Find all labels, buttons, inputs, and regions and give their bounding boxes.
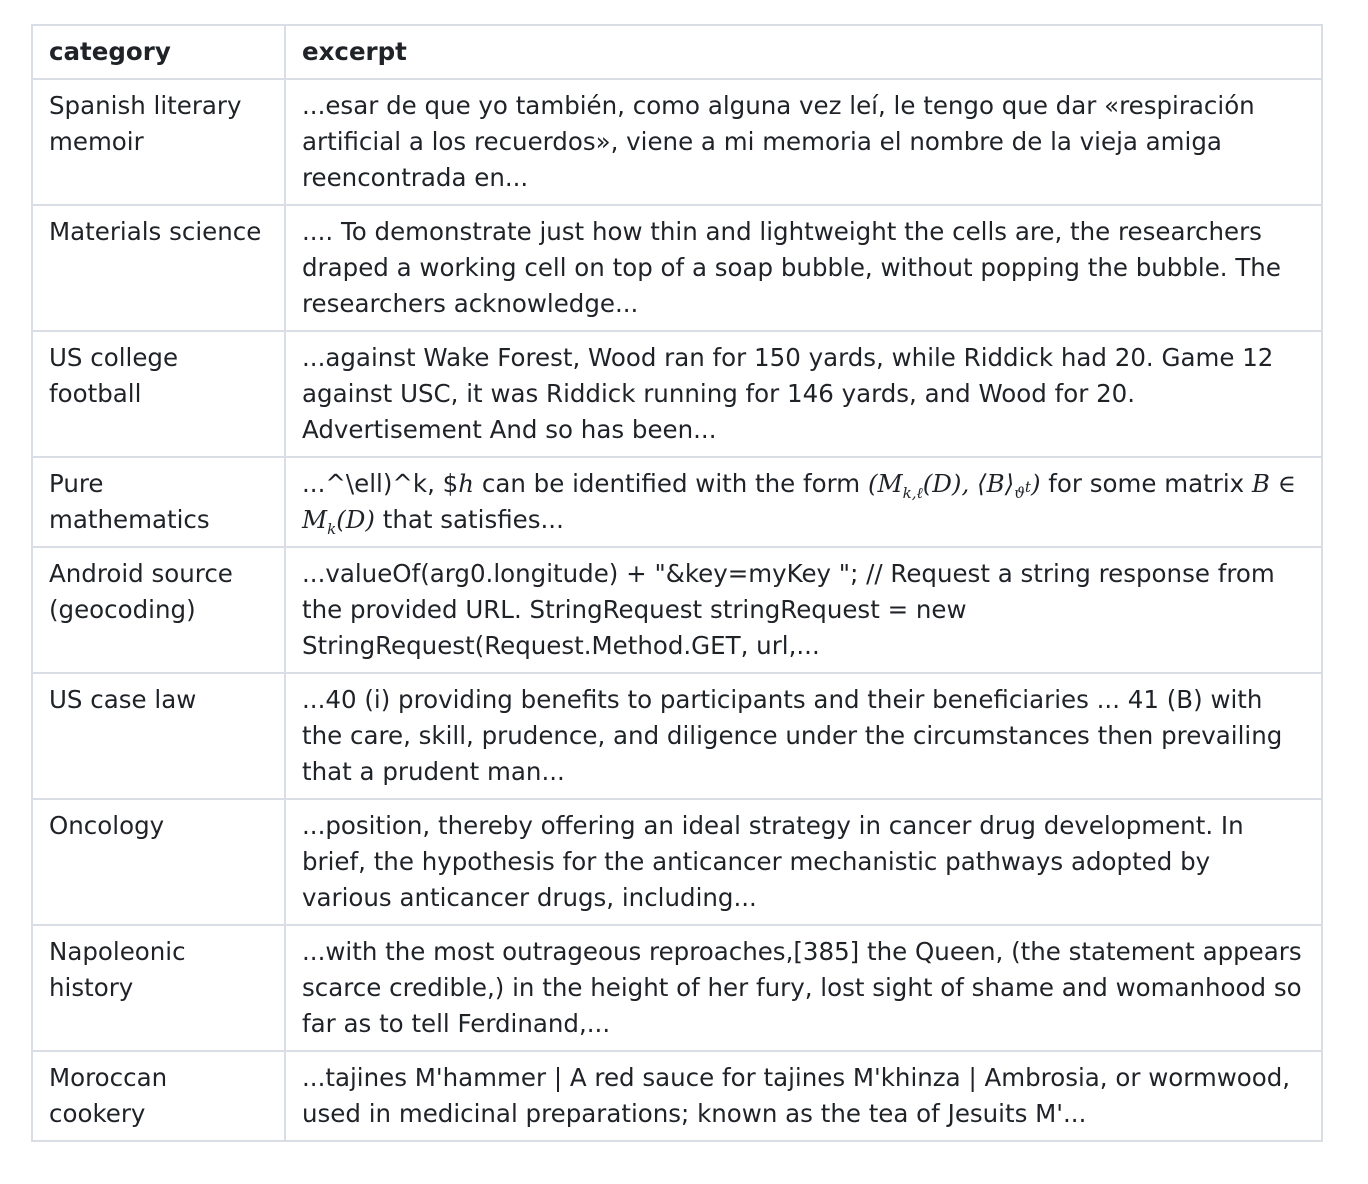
- table-row: [32, 673, 1322, 799]
- category-cell: Android source (geocoding): [32, 547, 285, 673]
- excerpt-cell: ...against Wake Forest, Wood ran for 150 yards, while Riddick had 20. Game 12 against USC, it was Riddick running for 146 yards, and Wood for 20. Advertisement And so has been...: [285, 331, 1322, 457]
- math-part: ): [1030, 469, 1041, 498]
- math-subscript: [1014, 477, 1031, 502]
- category-cell: Moroccan cookery: [32, 1051, 285, 1141]
- math-subscript: k: [327, 519, 337, 538]
- math-superscript: t: [1024, 477, 1031, 496]
- column-header-excerpt: excerpt: [285, 25, 1322, 79]
- excerpt-text: that satisfies...: [374, 505, 564, 534]
- math-part: (D): [336, 505, 375, 534]
- table-row: [32, 79, 1322, 205]
- column-header-category: category: [32, 25, 285, 79]
- table-header-row: [32, 25, 1322, 79]
- category-cell: Napoleonic history: [32, 925, 285, 1051]
- category-cell: Pure mathematics: [32, 457, 285, 547]
- excerpt-cell: ...position, thereby offering an ideal strategy in cancer drug development. In brief, the hypothesis for the anticancer mechanistic pathways adopted by various anticancer drugs, including...: [285, 799, 1322, 925]
- math-variable: h: [458, 469, 475, 498]
- table-row: [32, 205, 1322, 331]
- math-part: ϑ: [1014, 483, 1025, 502]
- excerpt-cell: [285, 457, 1322, 547]
- excerpt-cell: ...40 (i) providing benefits to participants and their beneficiaries ... 41 (B) with the care, skill, prudence, and diligence under the circumstances then prevailing that a prudent man...: [285, 673, 1322, 799]
- excerpt-table-container: [31, 24, 1321, 1142]
- excerpt-cell: ...tajines M'hammer | A red sauce for tajines M'khinza | Ambrosia, or wormwood, used in medicinal preparations; known as the tea of Jesuits M'...: [285, 1051, 1322, 1141]
- excerpt-text: can be identified with the form: [474, 469, 868, 498]
- math-expression: [867, 469, 1041, 502]
- math-part: (D), ⟨B⟩: [922, 469, 1015, 498]
- table-row: [32, 1051, 1322, 1141]
- table-row: [32, 925, 1322, 1051]
- category-cell: US college football: [32, 331, 285, 457]
- category-cell: US case law: [32, 673, 285, 799]
- math-subscript: k,ℓ: [902, 483, 923, 502]
- excerpt-cell: .... To demonstrate just how thin and lightweight the cells are, the researchers draped a working cell on top of a soap bubble, without popping the bubble. The researchers acknowledge...: [285, 205, 1322, 331]
- excerpt-cell: ...with the most outrageous reproaches,[385] the Queen, (the statement appears scarce credible,) in the height of her fury, lost sight of shame and womanhood so far as to tell Ferdinand,...: [285, 925, 1322, 1051]
- category-cell: Oncology: [32, 799, 285, 925]
- category-cell: Spanish literary memoir: [32, 79, 285, 205]
- table-row: [32, 331, 1322, 457]
- math-part: B ∈ M: [302, 469, 1296, 534]
- category-cell: Materials science: [32, 205, 285, 331]
- excerpt-table: [31, 24, 1323, 1142]
- table-row: [32, 457, 1322, 547]
- table-row: [32, 547, 1322, 673]
- table-row: [32, 799, 1322, 925]
- excerpt-cell: ...esar de que yo también, como alguna vez leí, le tengo que dar «respiración artificial a los recuerdos», viene a mi memoria el nombre de la vieja amiga reencontrada en...: [285, 79, 1322, 205]
- excerpt-text: ...^\ell)^k, $: [302, 469, 459, 498]
- excerpt-cell: ...valueOf(arg0.longitude) + "&key=myKey "; // Request a string response from the provided URL. StringRequest stringRequest = new StringRequest(Request.Method.GET, url,...: [285, 547, 1322, 673]
- math-part: (M: [867, 469, 903, 498]
- excerpt-text: for some matrix: [1040, 469, 1252, 498]
